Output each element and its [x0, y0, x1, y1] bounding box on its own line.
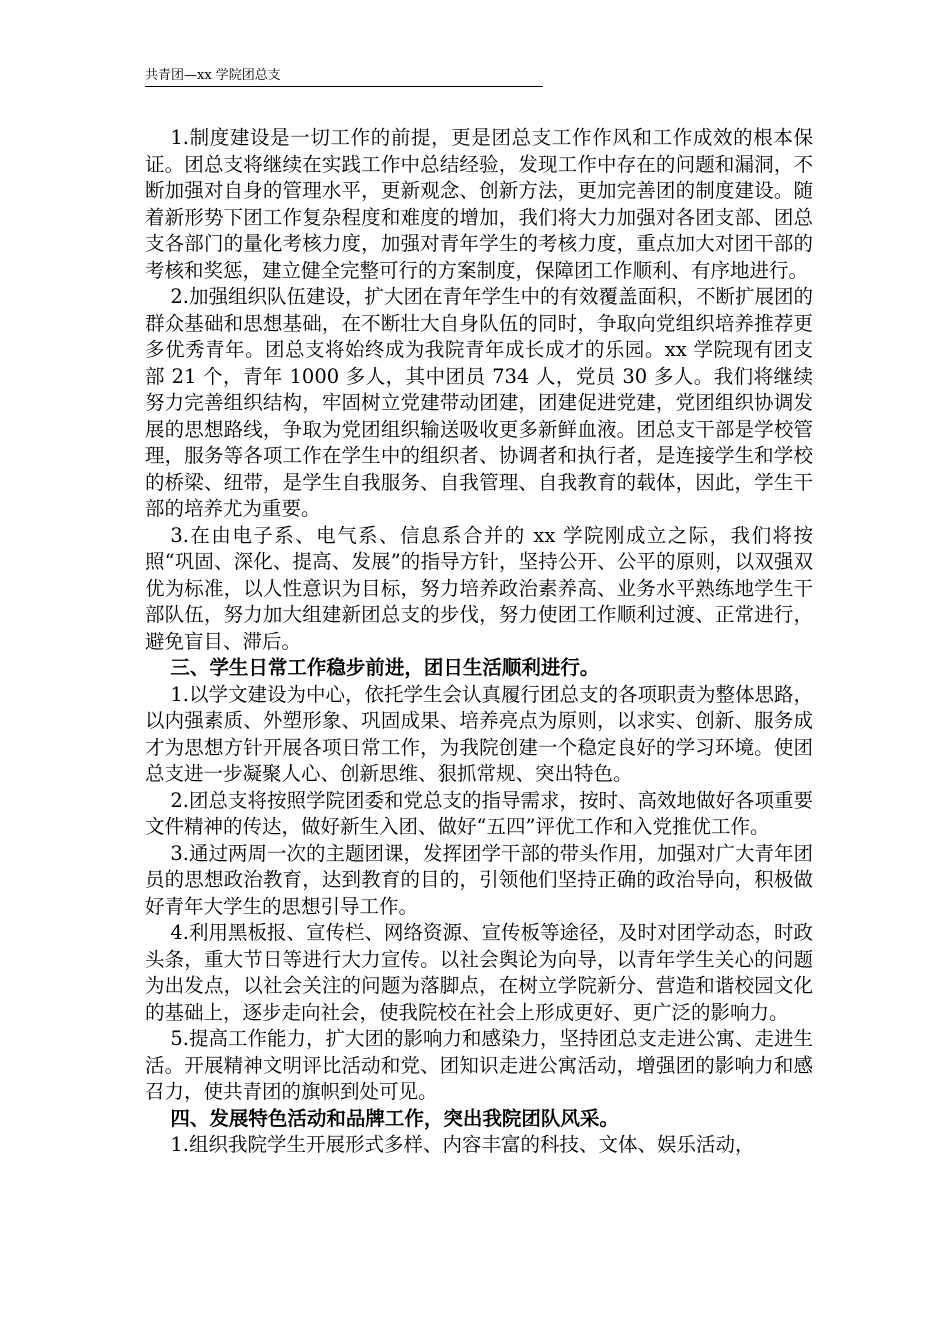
page-header: 共青团—xx 学院团总支	[145, 67, 543, 87]
paragraph: 4.利用黑板报、宣传栏、网络资源、宣传板等途径，及时对团学动态，时政头条，重大节日等进行大力宣传。以社会舆论为向导，以青年学生关心的问题为出发点，以社会关注的问题为落脚点，在树立学院新分、营造和谐校园文化的基础上，逐步走向社会，使我院校在社会上形成更好、更广泛的影响力。	[145, 921, 813, 1024]
paragraph: 2.团总支将按照学院团委和党总支的指导需求，按时、高效地做好各项重要文件精神的传达，做好新生入团、做好“五四”评优工作和入党推优工作。	[145, 788, 813, 838]
section-heading: 三、学生日常工作稳步前进，团日生活顺利进行。	[170, 656, 600, 679]
paragraph: 2.加强组织队伍建设，扩大团在青年学生中的有效覆盖面积，不断扩展团的群众基础和思想基础，在不断壮大自身队伍的同时，争取向党组织培养推荐更多优秀青年。团总支将始终成为我院青年成长成才的乐园。xx 学院现有团支部 21 个，青年 1000 多人，其中团员 734 人，党员 30 多人。我们将继续努力完善组织结构，牢固树立党建带动团建，团建促进党建，党团组织协调发展的思想路线，争取为党团组织输送吸收更多新鲜血液。团总支干部是学校管理，服务等各项工作在学生中的组织者、协调者和执行者，是连接学生和学校的桥梁、纽带，是学生自我服务、自我管理、自我教育的载体，因此，学生干部的培养尤为重要。	[145, 285, 813, 520]
document-body	[145, 125, 813, 1159]
paragraph: 1.以学文建设为中心，依托学生会认真履行团总支的各项职责为整体思路，以内强素质、外塑形象、巩固成果、培养亮点为原则，以求实、创新、服务成才为思想方针开展各项日常工作，为我院创建一个稳定良好的学习环境。使团总支进一步凝聚人心、创新思维、狠抓常规、突出特色。	[145, 682, 813, 785]
paragraph: 3.在由电子系、电气系、信息系合并的 xx 学院刚成立之际，我们将按照“巩固、深化、提高、发展”的指导方针，坚持公开、公平的原则，以双强双优为标准，以人性意识为目标，努力培养政治素养高、业务水平熟练地学生干部队伍，努力加大组建新团总支的步伐，努力使团工作顺利过渡、正常进行，避免盲目、滞后。	[145, 523, 813, 653]
section-heading: 四、发展特色活动和品牌工作，突出我院团队风采。	[170, 1106, 619, 1130]
paragraph: 1.组织我院学生开展形式多样、内容丰富的科技、文体、娱乐活动，	[170, 1133, 755, 1156]
paragraph: 5.提高工作能力，扩大团的影响力和感染力，坚持团总支走进公寓、走进生活。开展精神文明评比活动和党、团知识走进公寓活动，增强团的影响力和感召力，使共青团的旗帜到处可见。	[145, 1027, 813, 1103]
paragraph: 1.制度建设是一切工作的前提，更是团总支工作作风和工作成效的根本保证。团总支将继续在实践工作中总结经验，发现工作中存在的问题和漏洞，不断加强对自身的管理水平，更新观念、创新方法，更加完善团的制度建设。随着新形势下团工作复杂程度和难度的增加，我们将大力加强对各团支部、团总支各部门的量化考核力度，加强对青年学生的考核力度，重点加大对团干部的考核和奖惩，建立健全完整可行的方案制度，保障团工作顺利、有序地进行。	[145, 126, 813, 282]
paragraph: 3.通过两周一次的主题团课，发挥团学干部的带头作用，加强对广大青年团员的思想政治教育，达到教育的目的，引领他们坚持正确的政治导向，积极做好青年大学生的思想引导工作。	[145, 841, 813, 918]
